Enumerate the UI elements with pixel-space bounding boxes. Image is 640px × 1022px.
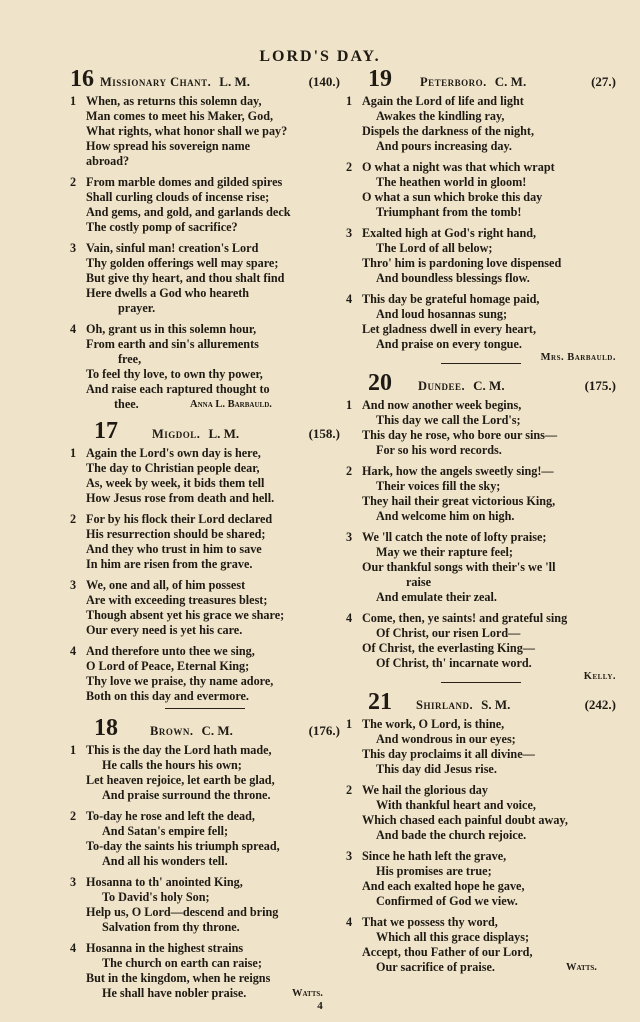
verse-line: His promises are true; <box>376 864 492 878</box>
verse-line: 1 Again the Lord's own day is here, <box>70 446 261 460</box>
verse-line: Which chased each painful doubt away, <box>362 813 568 827</box>
author-credit: Watts. <box>566 962 597 973</box>
verse-line: 1 The work, O Lord, is thine, <box>346 717 505 731</box>
verse-line: But in the kingdom, when he reigns <box>86 971 271 985</box>
verse-line: 4 Hosanna in the highest strains <box>70 941 244 955</box>
hymn-17 <box>70 418 340 704</box>
stanza-number: 1 <box>70 446 77 460</box>
left-column <box>70 66 340 1007</box>
stanza <box>70 578 340 638</box>
stanza-number: 2 <box>70 175 77 189</box>
verse-line: O Lord of Peace, Eternal King; <box>86 659 250 673</box>
verse-line: His resurrection should be shared; <box>86 527 266 541</box>
stanza <box>70 446 340 506</box>
verse-line: O what a sun which broke this day <box>362 190 543 204</box>
stanza <box>346 611 616 682</box>
stanza-number: 2 <box>346 464 353 478</box>
right-column <box>346 66 616 981</box>
verse-line: This day did Jesus rise. <box>376 762 497 776</box>
verse-line: 2 We hail the glorious day <box>346 783 488 797</box>
verse-line: And emulate their zeal. <box>376 590 497 604</box>
author-credit: Anna L. Barbauld. <box>190 399 272 410</box>
verse-line: This day we call the Lord's; <box>376 413 521 427</box>
stanza <box>346 717 616 777</box>
verse-line: 3 Vain, sinful man! creation's Lord <box>70 241 259 255</box>
hymn-reference: (242.) <box>584 697 616 712</box>
stanza <box>346 292 616 363</box>
verse-line: Confirmed of God we view. <box>376 894 518 908</box>
hymn-tune: Peterboro. <box>420 75 487 89</box>
stanza-number: 4 <box>346 915 353 929</box>
stanza-number: 3 <box>70 241 77 255</box>
verse-line: And praise surround the throne. <box>102 788 271 802</box>
stanza-number: 1 <box>346 717 353 731</box>
verse-line: And bade the church rejoice. <box>376 828 527 842</box>
hymn-meter: L. M. <box>219 74 250 89</box>
hymn-meter: S. M. <box>481 697 511 712</box>
verse-line: The church on earth can raise; <box>102 956 262 970</box>
verse-line: Let gladness dwell in every heart, <box>362 322 536 336</box>
hymn-heading <box>70 715 340 741</box>
hymn-19 <box>346 66 616 363</box>
verse-line: And gems, and gold, and garlands deck <box>86 205 291 219</box>
hymn-meter: C. M. <box>473 378 505 393</box>
hymn-number: 16 <box>70 66 94 92</box>
verse-line: 1 When, as returns this solemn day, <box>70 94 262 108</box>
stanza <box>346 530 616 605</box>
stanza-number: 3 <box>346 530 353 544</box>
verse-line: free, <box>118 352 142 366</box>
verse-line: Let heaven rejoice, let earth be glad, <box>86 773 275 787</box>
hymn-18 <box>70 715 340 1001</box>
section-divider <box>165 708 245 709</box>
verse-line: 2 From marble domes and gilded spires <box>70 175 283 189</box>
hymn-number: 18 <box>94 715 118 741</box>
author-credit: Watts. <box>292 988 323 999</box>
verse-line: 4 Oh, grant us in this solemn hour, <box>70 322 257 336</box>
verse-line: 1 Again the Lord of life and light <box>346 94 524 108</box>
stanza <box>70 175 340 235</box>
verse-line: 4 And therefore unto thee we sing, <box>70 644 255 658</box>
verse-line: With thankful heart and voice, <box>376 798 536 812</box>
verse-line: abroad? <box>86 154 130 168</box>
stanza <box>346 783 616 843</box>
verse-line: Are with exceeding treasures blest; <box>86 593 268 607</box>
stanza <box>70 94 340 169</box>
verse-line: How Jesus rose from death and hell. <box>86 491 275 505</box>
stanza-number: 3 <box>70 875 77 889</box>
verse-line: 2 O what a night was that which wrapt <box>346 160 555 174</box>
verse-line: To feel thy love, to own thy power, <box>86 367 263 381</box>
hymn-tune: Shirland. <box>416 698 474 712</box>
hymn-number: 19 <box>368 66 392 92</box>
verse-line: thee. Anna L. Barbauld. <box>114 397 272 411</box>
stanza-number: 2 <box>70 809 77 823</box>
verse-line: And they who trust in him to save <box>86 542 262 556</box>
verse-line: Salvation from thy throne. <box>102 920 240 934</box>
stanza-number: 3 <box>70 578 77 592</box>
stanza-number: 4 <box>70 941 77 955</box>
verse-line: Help us, O Lord—descend and bring <box>86 905 279 919</box>
stanza <box>346 160 616 220</box>
verse-line: 4 This day be grateful homage paid, <box>346 292 540 306</box>
verse-line: And welcome him on high. <box>376 509 515 523</box>
verse-line: 2 Hark, how the angels sweetly sing!— <box>346 464 554 478</box>
hymn-heading <box>346 66 616 92</box>
verse-line: 1 And now another week begins, <box>346 398 522 412</box>
hymn-number: 17 <box>94 418 118 444</box>
author-credit: Mrs. Barbauld. <box>540 352 616 363</box>
hymn-tune: Migdol. <box>152 427 201 441</box>
stanza <box>70 875 340 935</box>
hymn-20 <box>346 370 616 682</box>
verse-line: To-day the saints his triumph spread, <box>86 839 280 853</box>
stanza-number: 4 <box>346 611 353 625</box>
stanza-number: 3 <box>346 849 353 863</box>
verse-line: The Lord of all below; <box>376 241 493 255</box>
verse-line: 2 For by his flock their Lord declared <box>70 512 273 526</box>
hymn-tune: Brown. <box>150 724 194 738</box>
verse-line: And loud hosannas sung; <box>376 307 508 321</box>
hymn-meter: C. M. <box>494 74 527 89</box>
hymn-heading <box>70 66 340 92</box>
verse-line: But give thy heart, and thou shalt find <box>86 271 285 285</box>
verse-line: Which all this grace displays; <box>376 930 530 944</box>
verse-line: The heathen world in gloom! <box>376 175 527 189</box>
verse-line: To David's holy Son; <box>102 890 210 904</box>
verse-line: 1 This is the day the Lord hath made, <box>70 743 272 757</box>
verse-line: This day proclaims it all divine— <box>362 747 535 761</box>
hymn-heading <box>70 418 340 444</box>
stanza-number: 4 <box>346 292 353 306</box>
verse-line: This day he rose, who bore our sins— <box>362 428 558 442</box>
stanza <box>346 94 616 154</box>
verse-line: 3 We 'll catch the note of lofty praise; <box>346 530 547 544</box>
stanza-number: 3 <box>346 226 353 240</box>
hymn-reference: (27.) <box>591 74 616 89</box>
verse-line: Their voices fill the sky; <box>376 479 501 493</box>
verse-line: prayer. <box>118 301 156 315</box>
verse-line: Our every need is yet his care. <box>86 623 243 637</box>
stanza <box>346 398 616 458</box>
stanza-number: 1 <box>346 94 353 108</box>
verse-line: Of Christ, th' incarnate word. <box>376 656 532 670</box>
verse-line: How spread his sovereign name <box>86 139 251 153</box>
stanza-number: 2 <box>70 512 77 526</box>
verse-line: Our thankful songs with their's we 'll <box>362 560 556 574</box>
hymn-reference: (176.) <box>308 723 340 738</box>
verse-line: And each exalted hope he gave, <box>362 879 525 893</box>
verse-line: For so his word records. <box>376 443 502 457</box>
stanza <box>70 644 340 704</box>
stanza <box>70 743 340 803</box>
verse-line: And raise each raptured thought to <box>86 382 270 396</box>
stanza-number: 1 <box>70 94 77 108</box>
stanza <box>70 241 340 316</box>
verse-line: 3 Exalted high at God's right hand, <box>346 226 537 240</box>
verse-line: From earth and sin's allurements <box>86 337 259 351</box>
section-divider <box>441 363 521 364</box>
page-header: LORD'S DAY. <box>259 48 381 65</box>
stanza <box>346 464 616 524</box>
stanza <box>70 512 340 572</box>
hymn-reference: (140.) <box>308 74 340 89</box>
verse-line: They hail their great victorious King, <box>362 494 556 508</box>
stanza-number: 4 <box>70 644 77 658</box>
hymn-16 <box>70 66 340 412</box>
verse-line: The costly pomp of sacrifice? <box>86 220 238 234</box>
hymn-number: 20 <box>368 370 392 396</box>
stanza <box>346 849 616 909</box>
hymn-meter: L. M. <box>208 426 240 441</box>
hymn-reference: (175.) <box>584 378 616 393</box>
hymn-reference: (158.) <box>308 426 340 441</box>
hymn-heading <box>346 370 616 396</box>
stanza <box>70 809 340 869</box>
verse-line: Thro' him is pardoning love dispensed <box>362 256 562 270</box>
verse-line: Man comes to meet his Maker, God, <box>86 109 274 123</box>
stanza-number: 1 <box>346 398 353 412</box>
verse-line: Our sacrifice of praise. Watts. <box>376 960 597 974</box>
verse-line: He shall have nobler praise. Watts. <box>102 986 323 1000</box>
verse-line: As, week by week, it bids them tell <box>86 476 265 490</box>
verse-line: 2 To-day he rose and left the dead, <box>70 809 255 823</box>
verse-line: Dispels the darkness of the night, <box>362 124 534 138</box>
section-divider <box>441 682 521 683</box>
verse-line: Shall curling clouds of incense rise; <box>86 190 270 204</box>
hymn-21 <box>346 689 616 975</box>
verse-line: Of Christ, our risen Lord— <box>376 626 521 640</box>
verse-line: Though absent yet his grace we share; <box>86 608 285 622</box>
stanza <box>346 915 616 975</box>
verse-line: And praise on every tongue. <box>376 337 522 351</box>
verse-line: And Satan's empire fell; <box>102 824 229 838</box>
stanza <box>70 322 340 412</box>
verse-line: Accept, thou Father of our Lord, <box>362 945 533 959</box>
verse-line: raise <box>406 575 432 589</box>
verse-line: Of Christ, the everlasting King— <box>362 641 535 655</box>
verse-line: And boundless blessings flow. <box>376 271 530 285</box>
verse-line: 3 Hosanna to th' anointed King, <box>70 875 243 889</box>
hymn-meter: C. M. <box>201 723 233 738</box>
verse-line: Triumphant from the tomb! <box>376 205 522 219</box>
verse-line: Both on this day and evermore. <box>86 689 249 703</box>
verse-line: 4 Come, then, ye saints! and grateful sing <box>346 611 568 625</box>
verse-line: What rights, what honor shall we pay? <box>86 124 288 138</box>
verse-line: 4 That we possess thy word, <box>346 915 498 929</box>
hymn-number: 21 <box>368 689 392 715</box>
hymn-tune: Missionary Chant. <box>100 75 212 89</box>
author-credit: Kelly. <box>583 671 616 682</box>
hymn-tune: Dundee. <box>418 379 466 393</box>
verse-line: And pours increasing day. <box>376 139 512 153</box>
verse-line: May we their rapture feel; <box>376 545 513 559</box>
verse-line: Awakes the kindling ray, <box>376 109 505 123</box>
verse-line: Thy love we praise, thy name adore, <box>86 674 274 688</box>
verse-line: The day to Christian people dear, <box>86 461 260 475</box>
stanza-number: 4 <box>70 322 77 336</box>
verse-line: He calls the hours his own; <box>102 758 242 772</box>
page-number: 4 <box>317 1000 323 1012</box>
verse-line: 3 Since he hath left the grave, <box>346 849 507 863</box>
stanza-number: 2 <box>346 783 353 797</box>
verse-line: In him are risen from the grave. <box>86 557 253 571</box>
verse-line: Thy golden offerings well may spare; <box>86 256 279 270</box>
verse-line: 3 We, one and all, of him possest <box>70 578 246 592</box>
stanza-number: 1 <box>70 743 77 757</box>
verse-line: And all his wonders tell. <box>102 854 228 868</box>
verse-line: And wondrous in our eyes; <box>376 732 516 746</box>
verse-line: Here dwells a God who heareth <box>86 286 250 300</box>
stanza-number: 2 <box>346 160 353 174</box>
stanza <box>70 941 340 1001</box>
stanza <box>346 226 616 286</box>
hymn-heading <box>346 689 616 715</box>
